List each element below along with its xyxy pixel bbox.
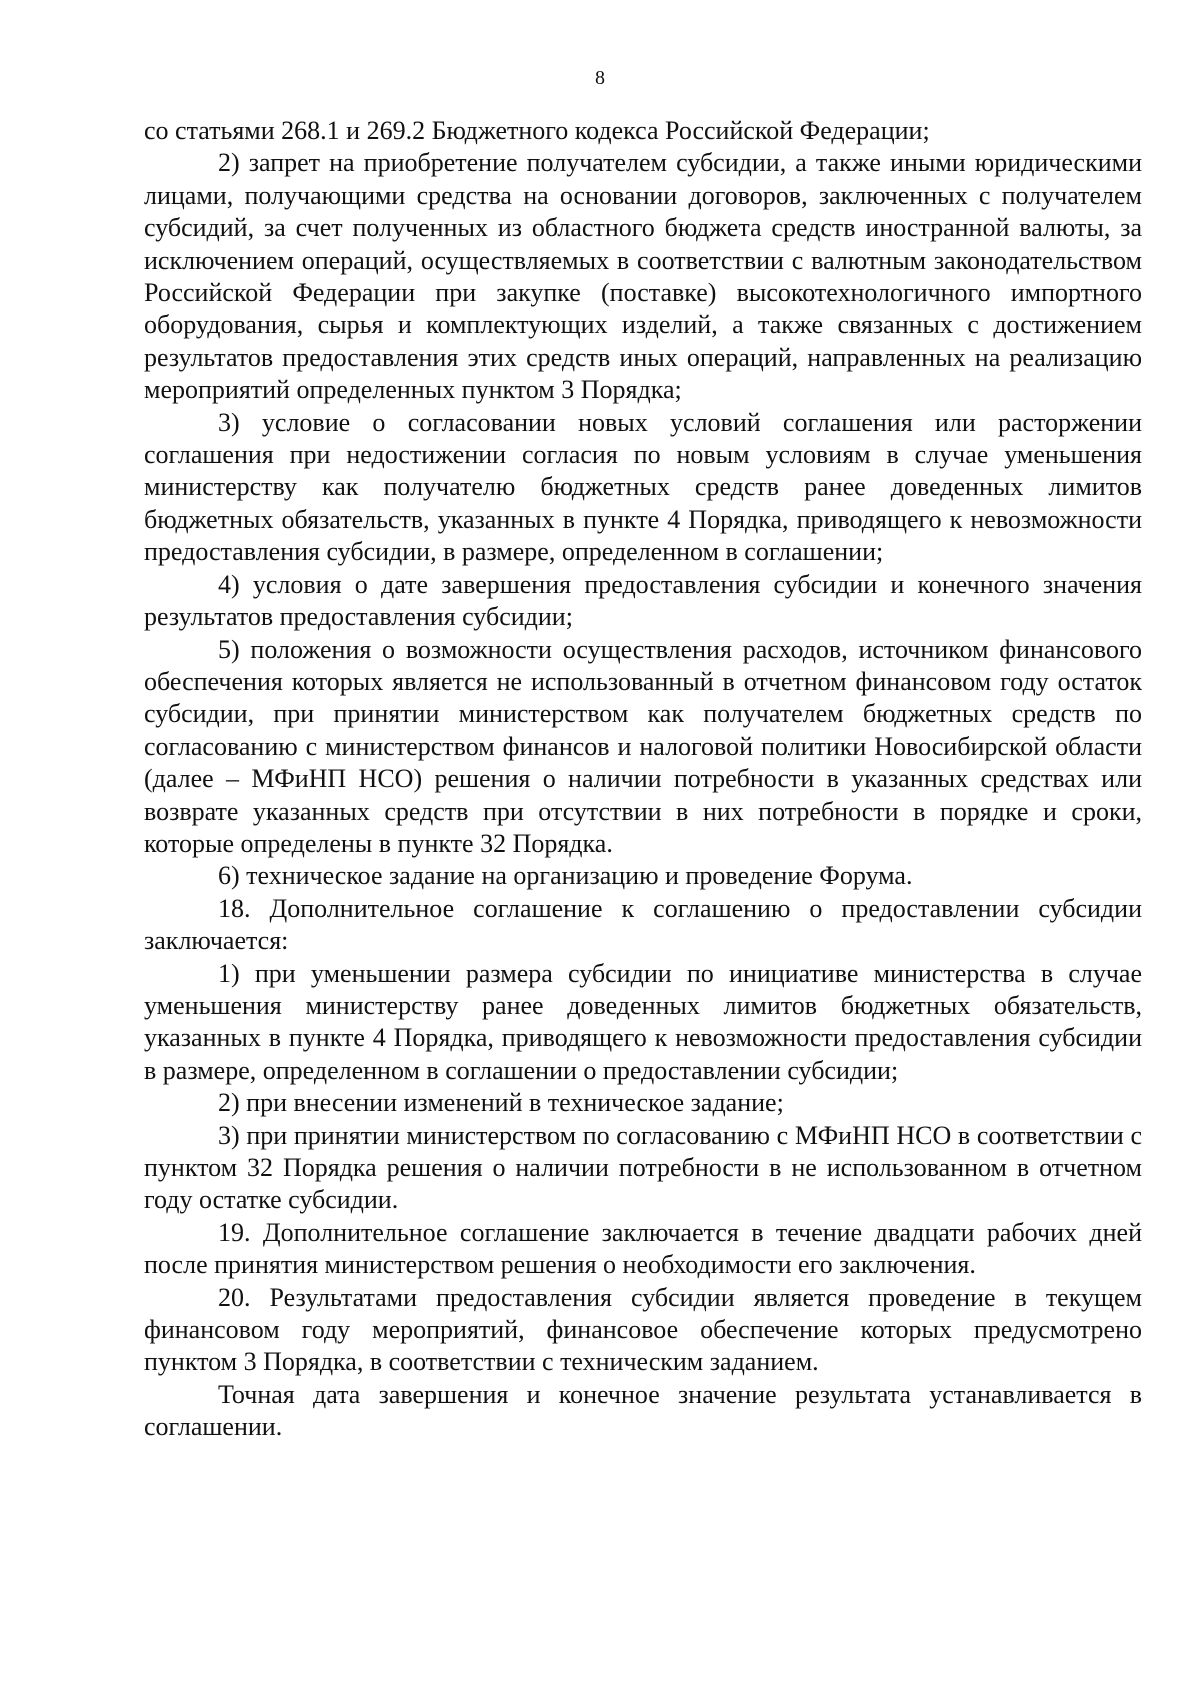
paragraph-clause-18-item-3: 3) при принятии министерством по согласованию с МФиНП НСО в соответствии с пунктом 32 Порядка решения о наличии потребности в не использованном в отчетном году остатке субсидии. [144, 1120, 1142, 1215]
paragraph-clause-19: 19. Дополнительное соглашение заключается в течение двадцати рабочих дней после принятия министерством решения о необходимости его заключения. [144, 1217, 1142, 1280]
paragraph-item-6-technical-task: 6) техническое задание на организацию и проведение Форума. [218, 861, 913, 891]
paragraph-result-date: Точная дата завершения и конечное значение результата устанавливается в соглашении. [144, 1379, 1142, 1442]
paragraph-item-4-completion-date: 4) условия о дате завершения предоставления субсидии и конечного значения результатов предоставления субсидии; [144, 569, 1142, 632]
paragraph-item-3-agreement-conditions: 3) условие о согласовании новых условий соглашения или расторжении соглашения при недостижении согласия по новым условиям в случае уменьшения министерству как получателю бюджетных средств ранее доведенных лимитов бюджетных обязательств, указанных в пункте 4 Порядка, приводящего к невозможности предоставления субсидии, в размере, определенном в соглашении; [144, 407, 1142, 567]
paragraph-item-2-ban-foreign-currency: 2) запрет на приобретение получателем субсидии, а также иными юридическими лицами, получающими средства на основании договоров, заключенных с получателем субсидий, за счет полученных из областного бюджета средств иностранной валюты, за исключением операций, осуществляемых в соответствии с валютным законодательством Российской Федерации при закупке (поставке) высокотехнологичного импортного оборудования, сырья и комплектующих изделий, а также связанных с достижением результатов предоставления этих средств иных операций, направленных на реализацию мероприятий определенных пунктом 3 Порядка; [144, 148, 1142, 405]
paragraph-continuation: со статьями 268.1 и 269.2 Бюджетного кодекса Российской Федерации; [144, 116, 930, 145]
document-body [144, 115, 1142, 1444]
page-number: 8 [595, 67, 605, 89]
paragraph-clause-18-item-2: 2) при внесении изменений в техническое задание; [218, 1088, 784, 1118]
paragraph-item-5-unused-balance: 5) положения о возможности осуществления расходов, источником финансового обеспечения которых является не использованный в отчетном финансовом году остаток субсидии, при принятии министерством как получателем бюджетных средств по согласованию с министерством финансов и налоговой политики Новосибирской области (далее – МФиНП НСО) решения о наличии потребности в указанных средствах или возврате указанных средств при отсутствии в них потребности в порядке и сроки, которые определены в пункте 32 Порядка. [144, 634, 1142, 858]
paragraph-clause-18-item-1: 1) при уменьшении размера субсидии по инициативе министерства в случае уменьшения министерству ранее доведенных лимитов бюджетных обязательств, указанных в пункте 4 Порядка, приводящего к невозможности предоставления субсидии в размере, определенном в соглашении о предоставлении субсидии; [144, 958, 1142, 1085]
paragraph-clause-18: 18. Дополнительное соглашение к соглашению о предоставлении субсидии заключается: [144, 893, 1142, 956]
paragraph-clause-20: 20. Результатами предоставления субсидии является проведение в текущем финансовом году мероприятий, финансовое обеспечение которых предусмотрено пунктом 3 Порядка, в соответствии с техническим заданием. [144, 1282, 1142, 1377]
